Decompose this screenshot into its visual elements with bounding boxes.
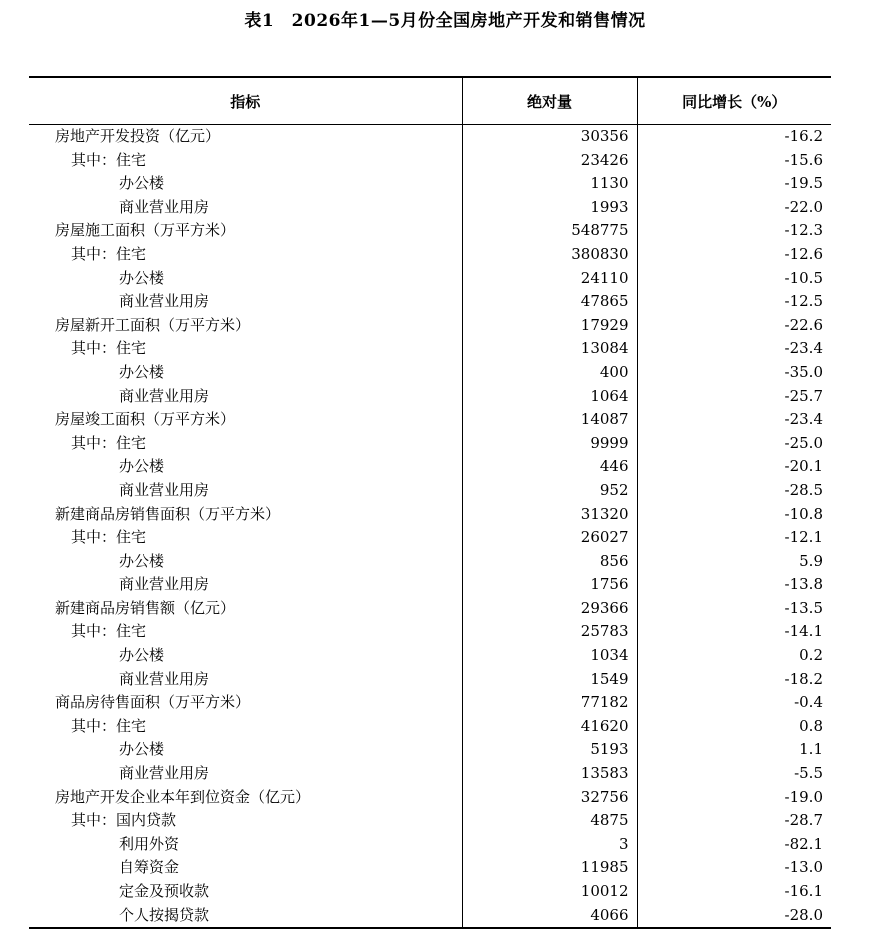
row-absolute-value: 13084 xyxy=(462,337,637,361)
table-row xyxy=(29,762,831,786)
row-label: 房屋施工面积（万平方米） xyxy=(55,221,236,240)
row-yoy-value: 5.9 xyxy=(637,550,831,574)
row-label: 办公楼 xyxy=(119,646,165,665)
row-yoy-value: -28.5 xyxy=(637,479,831,503)
row-absolute-value: 3 xyxy=(462,833,637,857)
table-row xyxy=(29,455,831,479)
row-label: 其中：住宅 xyxy=(71,622,147,641)
table-row xyxy=(29,385,831,409)
row-absolute-value: 380830 xyxy=(462,243,637,267)
row-label: 商品房待售面积（万平方米） xyxy=(55,693,251,712)
row-yoy-value: -13.0 xyxy=(637,856,831,880)
row-yoy-value: -20.1 xyxy=(637,455,831,479)
row-yoy-value: -14.1 xyxy=(637,620,831,644)
row-absolute-value: 1034 xyxy=(462,644,637,668)
row-absolute-value: 29366 xyxy=(462,597,637,621)
row-label: 新建商品房销售额（亿元） xyxy=(55,598,236,617)
row-yoy-value: -23.4 xyxy=(637,337,831,361)
row-absolute-value: 13583 xyxy=(462,762,637,786)
table-row xyxy=(29,290,831,314)
table-row xyxy=(29,219,831,243)
row-yoy-value: -25.7 xyxy=(637,385,831,409)
row-yoy-value: -16.2 xyxy=(637,125,831,149)
table-title: 表1 2026年1—5月份全国房地产开发和销售情况 xyxy=(244,11,646,31)
data-table xyxy=(29,76,831,929)
header-yoy: 同比增长（%） xyxy=(637,77,831,125)
table-row xyxy=(29,644,831,668)
row-absolute-value: 5193 xyxy=(462,738,637,762)
row-label: 其中：住宅 xyxy=(71,528,147,547)
row-absolute-value: 1549 xyxy=(462,668,637,692)
table-row xyxy=(29,196,831,220)
row-yoy-value: -25.0 xyxy=(637,432,831,456)
row-yoy-value: -5.5 xyxy=(637,762,831,786)
row-yoy-value: -19.5 xyxy=(637,172,831,196)
row-yoy-value: -18.2 xyxy=(637,668,831,692)
row-absolute-value: 1993 xyxy=(462,196,637,220)
row-absolute-value: 14087 xyxy=(462,408,637,432)
row-yoy-value: -13.5 xyxy=(637,597,831,621)
row-label: 房屋新开工面积（万平方米） xyxy=(55,315,251,334)
table-row xyxy=(29,880,831,904)
row-label: 其中：住宅 xyxy=(71,339,147,358)
row-absolute-value: 30356 xyxy=(462,125,637,149)
row-yoy-value: -23.4 xyxy=(637,408,831,432)
row-yoy-value: -28.0 xyxy=(637,904,831,929)
table-row xyxy=(29,361,831,385)
row-absolute-value: 856 xyxy=(462,550,637,574)
row-absolute-value: 41620 xyxy=(462,715,637,739)
row-label: 商业营业用房 xyxy=(119,669,210,688)
header-indicator: 指标 xyxy=(29,77,462,125)
row-label: 商业营业用房 xyxy=(119,480,210,499)
row-absolute-value: 4066 xyxy=(462,904,637,929)
row-yoy-value: -0.4 xyxy=(637,691,831,715)
header-row xyxy=(29,77,831,125)
row-yoy-value: -12.3 xyxy=(637,219,831,243)
row-absolute-value: 25783 xyxy=(462,620,637,644)
row-absolute-value: 24110 xyxy=(462,267,637,291)
row-yoy-value: -28.7 xyxy=(637,809,831,833)
row-label: 利用外资 xyxy=(119,834,180,853)
table-row xyxy=(29,573,831,597)
row-yoy-value: 0.8 xyxy=(637,715,831,739)
row-label: 其中：住宅 xyxy=(71,433,147,452)
row-absolute-value: 26027 xyxy=(462,526,637,550)
table-row xyxy=(29,408,831,432)
row-label: 办公楼 xyxy=(119,551,165,570)
table-row xyxy=(29,809,831,833)
table-row xyxy=(29,243,831,267)
row-yoy-value: -10.8 xyxy=(637,503,831,527)
row-absolute-value: 400 xyxy=(462,361,637,385)
row-yoy-value: -22.0 xyxy=(637,196,831,220)
table-row xyxy=(29,550,831,574)
row-label: 其中：住宅 xyxy=(71,244,147,263)
row-absolute-value: 1756 xyxy=(462,573,637,597)
row-absolute-value: 77182 xyxy=(462,691,637,715)
table-row xyxy=(29,833,831,857)
row-label: 商业营业用房 xyxy=(119,386,210,405)
table-row xyxy=(29,314,831,338)
row-absolute-value: 952 xyxy=(462,479,637,503)
table-row xyxy=(29,786,831,810)
table-row xyxy=(29,620,831,644)
row-label: 商业营业用房 xyxy=(119,575,210,594)
row-label: 个人按揭贷款 xyxy=(29,904,462,929)
table-row xyxy=(29,856,831,880)
table-row xyxy=(29,904,831,929)
row-absolute-value: 47865 xyxy=(462,290,637,314)
row-label: 其中：住宅 xyxy=(71,716,147,735)
row-absolute-value: 4875 xyxy=(462,809,637,833)
table-row xyxy=(29,503,831,527)
row-absolute-value: 10012 xyxy=(462,880,637,904)
row-absolute-value: 11985 xyxy=(462,856,637,880)
row-label: 办公楼 xyxy=(119,362,165,381)
table-row xyxy=(29,267,831,291)
row-label: 其中：国内贷款 xyxy=(71,811,177,830)
row-yoy-value: -12.1 xyxy=(637,526,831,550)
row-absolute-value: 17929 xyxy=(462,314,637,338)
table-row xyxy=(29,715,831,739)
row-label: 房地产开发投资（亿元） xyxy=(55,127,221,145)
row-absolute-value: 32756 xyxy=(462,786,637,810)
header-absolute: 绝对量 xyxy=(462,77,637,125)
row-absolute-value: 31320 xyxy=(462,503,637,527)
row-yoy-value: -82.1 xyxy=(637,833,831,857)
row-yoy-value: -12.5 xyxy=(637,290,831,314)
row-label: 定金及预收款 xyxy=(119,882,210,900)
row-yoy-value: 0.2 xyxy=(637,644,831,668)
row-absolute-value: 23426 xyxy=(462,149,637,173)
row-yoy-value: -16.1 xyxy=(637,880,831,904)
row-label: 房地产开发企业本年到位资金（亿元） xyxy=(55,787,311,806)
table-body xyxy=(29,125,831,929)
row-yoy-value: -22.6 xyxy=(637,314,831,338)
row-absolute-value: 9999 xyxy=(462,432,637,456)
row-absolute-value: 446 xyxy=(462,455,637,479)
table-row xyxy=(29,149,831,173)
table-row xyxy=(29,691,831,715)
row-absolute-value: 548775 xyxy=(462,219,637,243)
table-row xyxy=(29,597,831,621)
table-row xyxy=(29,668,831,692)
row-yoy-value: 1.1 xyxy=(637,738,831,762)
table-row xyxy=(29,337,831,361)
row-absolute-value: 1064 xyxy=(462,385,637,409)
row-label: 其中：住宅 xyxy=(71,150,147,169)
row-label: 办公楼 xyxy=(119,268,165,287)
row-yoy-value: -19.0 xyxy=(637,786,831,810)
row-yoy-value: -12.6 xyxy=(637,243,831,267)
row-label: 办公楼 xyxy=(119,174,165,193)
row-absolute-value: 1130 xyxy=(462,172,637,196)
table-row xyxy=(29,172,831,196)
row-label: 商业营业用房 xyxy=(119,292,210,311)
table-row xyxy=(29,479,831,503)
table-row xyxy=(29,738,831,762)
row-label: 商业营业用房 xyxy=(119,764,210,783)
row-yoy-value: -13.8 xyxy=(637,573,831,597)
row-label: 自筹资金 xyxy=(119,858,180,877)
row-label: 房屋竣工面积（万平方米） xyxy=(55,410,236,429)
table-row xyxy=(29,125,831,149)
table-row xyxy=(29,432,831,456)
row-label: 办公楼 xyxy=(119,740,165,759)
table-row xyxy=(29,526,831,550)
row-yoy-value: -15.6 xyxy=(637,149,831,173)
row-label: 商业营业用房 xyxy=(119,197,210,216)
row-yoy-value: -10.5 xyxy=(637,267,831,291)
row-yoy-value: -35.0 xyxy=(637,361,831,385)
row-label: 办公楼 xyxy=(119,457,165,476)
row-label: 新建商品房销售面积（万平方米） xyxy=(55,504,281,523)
